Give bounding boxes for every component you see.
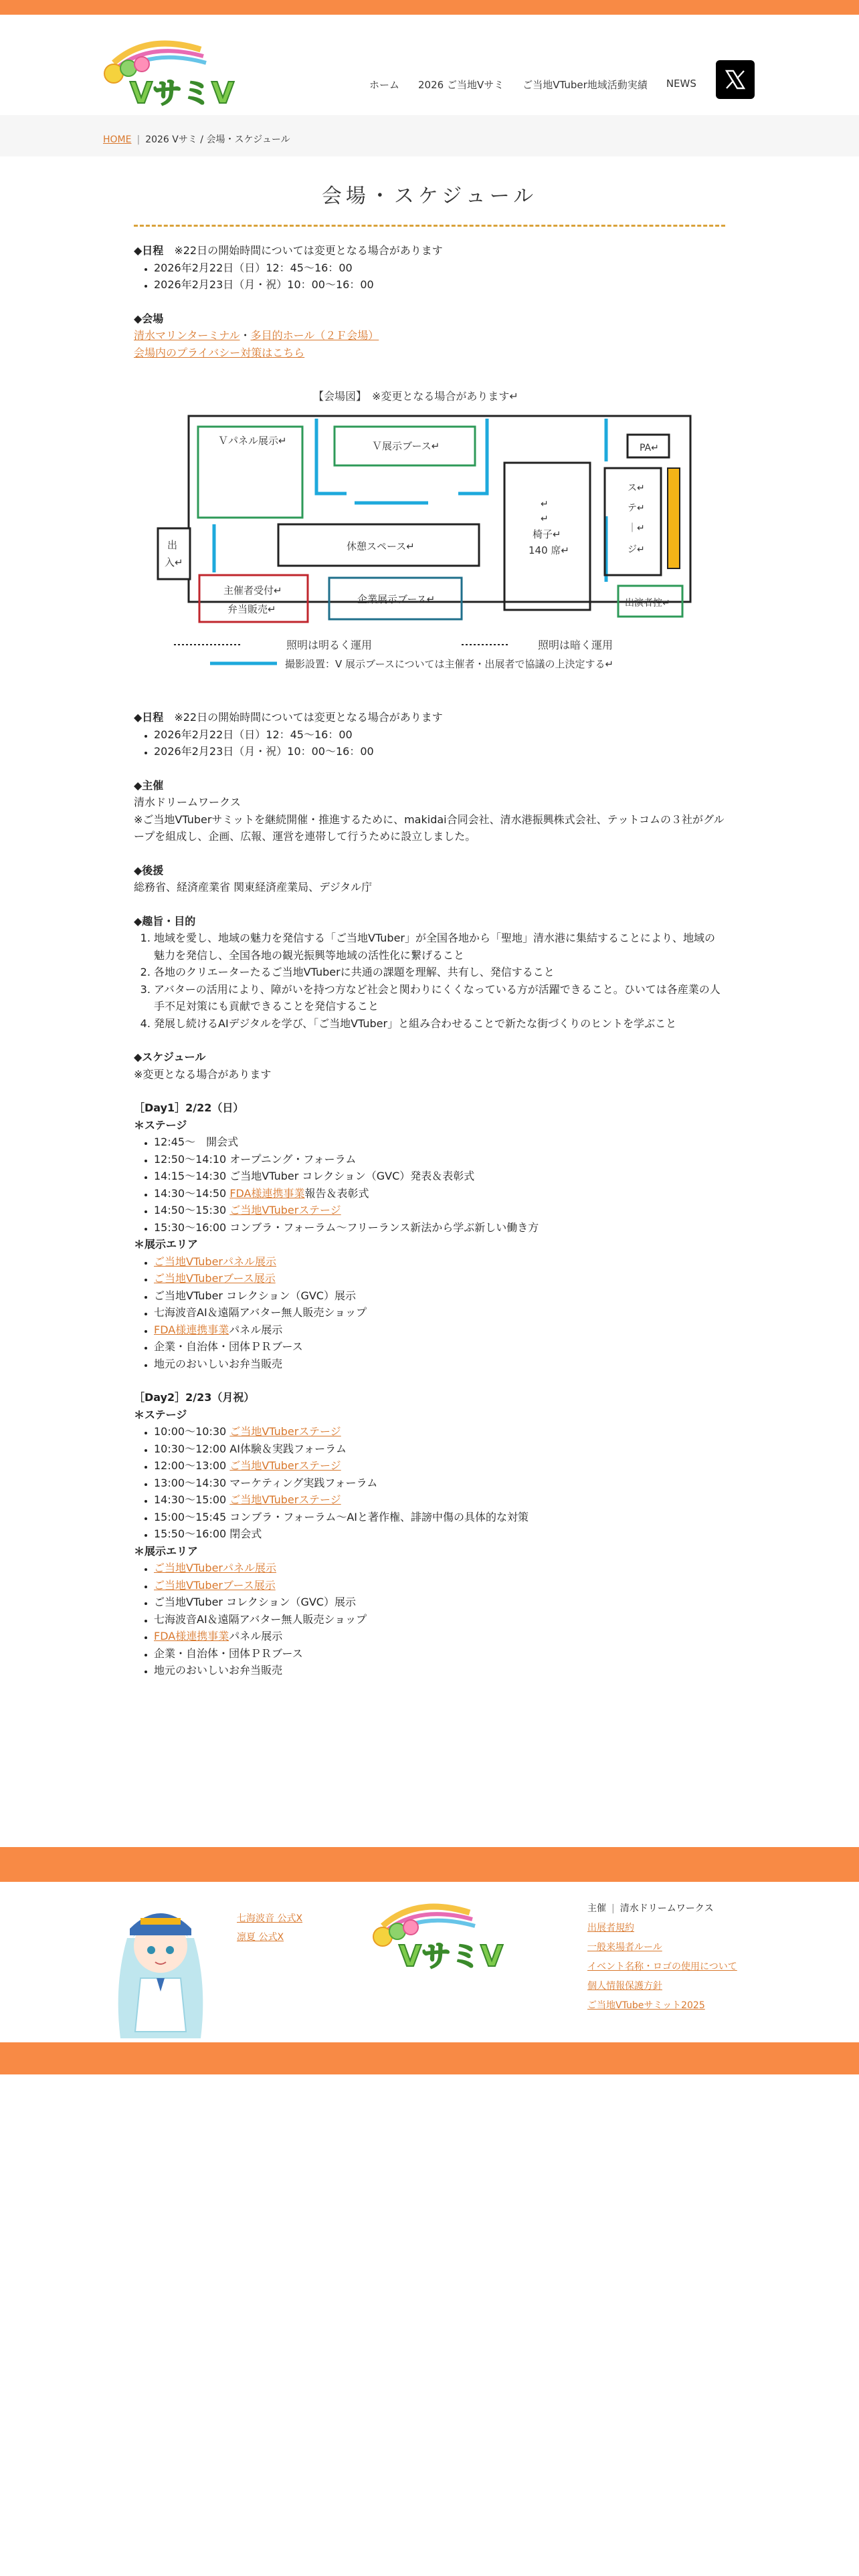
day1-title: ［Day1］2/22（日）: [134, 1101, 244, 1114]
venue-link-hall[interactable]: 多目的ホール（２Ｆ会場）: [250, 329, 379, 342]
date-heading-2: ◆日程: [134, 711, 164, 724]
day2-title: ［Day2］2/23（月祝）: [134, 1391, 255, 1404]
map-light-bright: 照明は明るく運用: [286, 639, 373, 651]
item-link[interactable]: ご当地VTuberステージ: [229, 1459, 341, 1472]
item-text: 15:30〜16:00 コンブラ・フォーラム〜フリーランス新法から学ぶ新しい働き方: [154, 1220, 539, 1234]
list-item: • 2026年2月22日（日）12：45〜16：00: [154, 726, 725, 744]
item-text: 企業・自治体・団体ＰＲブース: [154, 1340, 303, 1353]
map-entrance-line: 入↵: [165, 556, 183, 568]
schedule-item: [154, 1491, 725, 1509]
item-text: 企業・自治体・団体ＰＲブース: [154, 1646, 303, 1660]
item-text: パネル展示: [229, 1630, 283, 1642]
map-stage-line: ス↵: [628, 483, 645, 494]
nav-2026-summit[interactable]: 2026 ご当地Vサミ: [418, 79, 504, 91]
map-rest-label: 休憩スペース↵: [347, 540, 415, 552]
host-name: 清水ドリームワークス: [134, 796, 241, 809]
privacy-link[interactable]: 会場内のプライバシー対策はこちら: [134, 346, 305, 359]
schedule-item: [154, 1645, 725, 1662]
schedule-item: [154, 1662, 725, 1679]
item-link[interactable]: ご当地VTuberステージ: [229, 1425, 341, 1438]
footer-link-exhibitor-terms[interactable]: 出展者規約: [587, 1923, 634, 1933]
map-corporate-label: 企業展示ブース↵: [357, 593, 436, 605]
schedule-item: [154, 1560, 725, 1577]
list-item: 4. 発展し続けるAIデジタルを学び、「ご当地VTuber」と組み合わせることで新たな街づくりのヒントを学ぶこと: [154, 1015, 725, 1033]
main-content: [134, 242, 725, 1679]
day2-stage-heading: ＊ステージ: [134, 1408, 187, 1421]
item-link[interactable]: FDA様連携事業: [154, 1323, 229, 1336]
item-text: 14:15〜14:30 ご当地VTuber コレクション（GVC）発表＆表彰式: [154, 1170, 475, 1182]
day1-area-heading: ＊展示エリア: [134, 1238, 199, 1251]
breadcrumb-current: 2026 Vサミ / 会場・スケジュール: [145, 134, 290, 145]
page-title: 会場・スケジュール: [321, 185, 538, 208]
footer-link-visitor-rules[interactable]: 一般来場者ルール: [587, 1942, 662, 1953]
map-reception-line: 主催者受付↵: [223, 584, 282, 597]
schedule-item: [154, 1611, 725, 1628]
map-reception-line: 弁当販売↵: [227, 603, 276, 615]
footer-link-nanami-x[interactable]: 七海波音 公式X: [237, 1913, 303, 1924]
item-text: パネル展示: [229, 1323, 283, 1336]
map-v-booth-label: Ｖ展示ブース↵: [372, 440, 440, 452]
schedule-item: [154, 1270, 725, 1287]
list-item: 3. アバターの活用により、障がいを持つ方など社会と関わりにくくなっている方が活躍できること。ひいては各産業の人手不足対策にも貢献できることを発信すること: [154, 981, 725, 1015]
map-pa-label: PA↵: [640, 443, 659, 453]
list-item: • 2026年2月23日（月・祝）10：00〜16：00: [154, 276, 725, 294]
footer-social-links: [237, 1909, 302, 1947]
footer-info: 主催 | 清水ドリームワークス 出展者規約 一般来場者ルール イベント名称・ロゴの使用について 個人情報保護方針 ご当地VTubeサミット2025: [587, 1903, 737, 2011]
day2-area-list: [134, 1560, 725, 1679]
nav-news[interactable]: NEWS: [666, 78, 696, 90]
list-item: 1. 地域を愛し、地域の魅力を発信する「ご当地VTuber」が全国各地から「聖地」清水港に集結することにより、地域の魅力を発信し、全国各地の観光振興等地域の活性化に繋げること: [154, 930, 725, 964]
schedule-item: [154, 1338, 725, 1356]
schedule-item: [154, 1509, 725, 1526]
schedule-item: [154, 1577, 725, 1594]
venue-map: [134, 361, 725, 709]
map-chairs-line: ↵: [541, 514, 549, 524]
schedule-item: [154, 1457, 725, 1475]
item-text: ご当地VTuber コレクション（GVC）展示: [154, 1596, 356, 1608]
venue-heading: ◆会場: [134, 312, 164, 325]
map-chairs-line: 140 席↵: [529, 544, 569, 556]
map-entrance: [158, 528, 190, 579]
list-item: • 2026年2月22日（日）12：45〜16：00: [154, 259, 725, 277]
date-note: ※22日の開始時間については変更となる場合があります: [174, 244, 443, 257]
footer-top-band: [0, 1847, 859, 1882]
schedule-item: [154, 1185, 725, 1202]
schedule-item: [154, 1304, 725, 1321]
day2-area-heading: ＊展示エリア: [134, 1544, 199, 1558]
footer-link-summit-2025[interactable]: ご当地VTubeサミット2025: [587, 2000, 705, 2011]
day1-area-list: [134, 1253, 725, 1373]
item-text: 15:50〜16:00 閉会式: [154, 1527, 262, 1540]
mascot-character-image: [100, 1898, 221, 2042]
footer-link-logo-usage[interactable]: イベント名称・ロゴの使用について: [587, 1961, 737, 1972]
schedule-item: [154, 1356, 725, 1373]
host-heading: ◆主催: [134, 778, 164, 792]
footer-host-label: 主催: [587, 1903, 606, 1914]
schedule-heading: ◆スケジュール: [134, 1051, 206, 1063]
schedule-item: [154, 1219, 725, 1237]
item-link[interactable]: ご当地VTuberステージ: [229, 1204, 341, 1216]
item-text: 地元のおいしいお弁当販売: [154, 1357, 283, 1370]
schedule-item: [154, 1440, 725, 1458]
x-logo-icon[interactable]: [716, 60, 755, 99]
item-text: 15:00〜15:45 コンブラ・フォーラム〜AIと著作権、誹謗中傷の具体的な対策: [154, 1510, 529, 1523]
support-heading: ◆後援: [134, 863, 164, 877]
purpose-heading: ◆趣旨・目的: [134, 914, 196, 928]
footer-logo[interactable]: [369, 1899, 504, 1973]
date-note-2: ※22日の開始時間については変更となる場合があります: [174, 711, 443, 724]
item-text: 12:00〜13:00: [154, 1459, 230, 1472]
map-stage-line: ｜↵: [628, 523, 645, 534]
schedule-item: [154, 1253, 725, 1271]
top-accent-bar: [0, 0, 859, 15]
footer-logo-text: VサミV: [399, 1939, 504, 1973]
schedule-item: [154, 1423, 725, 1440]
title-divider: [134, 225, 725, 227]
host-note: ※ご当地VTuberサミットを継続開催・推進するために、makidai合同会社、清水港振興株式会社、テットコムの３社がグループを組成し、企画、広報、運営を連帯して行うために設立しました。: [134, 813, 725, 843]
schedule-item: [154, 1287, 725, 1305]
item-link[interactable]: FDA様連携事業: [229, 1186, 305, 1200]
logo-text: VサミV: [130, 76, 235, 110]
date-list-2: [134, 726, 725, 760]
date-heading: ◆日程: [134, 244, 164, 257]
schedule-item: [154, 1475, 725, 1492]
schedule-item: [154, 1151, 725, 1168]
map-chairs-line: 椅子↵: [533, 528, 561, 540]
date-list: [134, 259, 725, 294]
map-entrance-line: 出: [167, 539, 178, 551]
item-text: 地元のおいしいお弁当販売: [154, 1664, 283, 1677]
list-item: • 2026年2月23日（月・祝）10：00〜16：00: [154, 743, 725, 760]
item-text: 報告＆表彰式: [304, 1186, 369, 1200]
schedule-item: [154, 1594, 725, 1611]
map-stage-line: テ↵: [628, 503, 645, 514]
item-link[interactable]: ご当地VTuberパネル展示: [154, 1255, 277, 1268]
support-text: 総務省、経済産業省 関東経済産業局、デジタル庁: [134, 881, 373, 893]
nav-home[interactable]: ホーム: [369, 79, 400, 91]
day1-stage-heading: ＊ステージ: [134, 1118, 187, 1132]
item-text: 12:50〜14:10 オープニング・フォーラム: [154, 1152, 357, 1166]
map-v-panel-label: Ｖパネル展示↵: [218, 435, 287, 447]
venue-separator: ・: [240, 329, 251, 342]
map-staff-label: 出演者控↵: [625, 598, 670, 609]
item-text: 14:50〜15:30: [154, 1204, 230, 1216]
main-nav: [369, 78, 696, 92]
footer-link-privacy-policy[interactable]: 個人情報保護方針: [587, 1981, 662, 1992]
footer-bottom-band: [0, 2042, 859, 2074]
map-stage-screen: [668, 468, 680, 568]
nav-activity[interactable]: ご当地VTuber地域活動実績: [522, 79, 648, 91]
map-chairs-line: ↵: [541, 499, 549, 510]
site-logo[interactable]: [100, 36, 235, 110]
item-text: 10:00〜10:30: [154, 1425, 230, 1438]
item-text: 14:30〜15:00: [154, 1493, 230, 1506]
item-text: 10:30〜12:00 AI体験＆実践フォーラム: [154, 1442, 347, 1455]
item-link[interactable]: FDA様連携事業: [154, 1630, 229, 1642]
map-caption: 【会場図】 ※変更となる場合があります↵: [313, 390, 518, 403]
day2-stage-list: [134, 1423, 725, 1543]
item-text: 七海波音AI＆遠隔アバター無人販売ショップ: [154, 1306, 367, 1319]
schedule-item: [154, 1525, 725, 1543]
footer-host-name: 清水ドリームワークス: [619, 1903, 714, 1914]
schedule-item: [154, 1134, 725, 1151]
schedule-note: ※変更となる場合があります: [134, 1067, 272, 1081]
item-link[interactable]: ご当地VTuberブース展示: [154, 1272, 276, 1285]
item-text: 13:00〜14:30 マーケティング実践フォーラム: [154, 1476, 378, 1489]
item-text: ご当地VTuber コレクション（GVC）展示: [154, 1289, 356, 1302]
item-link[interactable]: ご当地VTuberステージ: [229, 1493, 341, 1506]
list-item: 2. 各地のクリエーターたるご当地VTuberに共通の課題を理解、共有し、発信すること: [154, 964, 725, 981]
item-text: 14:30〜14:50: [154, 1186, 230, 1200]
venue-link-terminal[interactable]: 清水マリンターミナル: [134, 329, 240, 342]
day1-stage-list: [134, 1134, 725, 1236]
item-link[interactable]: ご当地VTuberブース展示: [154, 1578, 276, 1592]
map-stage-line: ジ↵: [628, 544, 645, 555]
breadcrumb-home[interactable]: HOME: [103, 134, 132, 145]
item-text: 七海波音AI＆遠隔アバター無人販売ショップ: [154, 1612, 367, 1626]
schedule-item: [154, 1202, 725, 1219]
breadcrumb: HOME | 2026 Vサミ / 会場・スケジュール: [103, 134, 290, 145]
schedule-item: [154, 1321, 725, 1339]
site-header: [0, 15, 859, 115]
map-light-dark: 照明は暗く運用: [538, 639, 613, 651]
schedule-item: [154, 1628, 725, 1645]
map-legend: 撮影設置：V 展示ブースについては主催者・出展者で協議の上決定する↵: [285, 658, 614, 670]
item-link[interactable]: ご当地VTuberパネル展示: [154, 1562, 277, 1574]
purpose-list: [134, 930, 725, 1032]
item-text: 12:45〜 開会式: [154, 1136, 239, 1148]
footer-link-rinka-x[interactable]: 凛夏 公式X: [237, 1932, 284, 1943]
schedule-item: [154, 1168, 725, 1185]
